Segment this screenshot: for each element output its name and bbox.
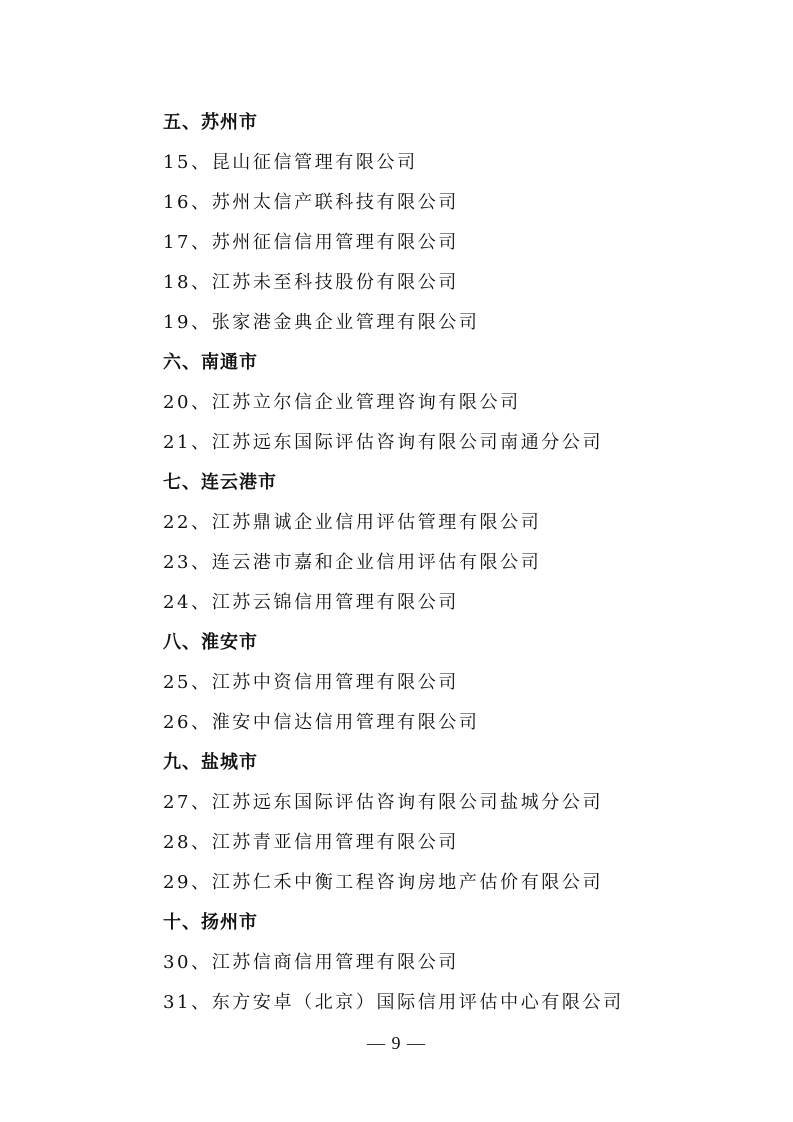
list-item: 16、苏州太信产联科技有限公司 (163, 192, 459, 213)
list-item: 30、江苏信商信用管理有限公司 (163, 952, 459, 973)
list-item: 23、连云港市嘉和企业信用评估有限公司 (163, 552, 542, 573)
list-item: 24、江苏云锦信用管理有限公司 (163, 592, 459, 613)
list-item: 22、江苏鼎诚企业信用评估管理有限公司 (163, 512, 542, 533)
list-item: 28、江苏青亚信用管理有限公司 (163, 832, 459, 853)
region-heading-nantong: 六、南通市 (163, 352, 258, 373)
list-item: 26、淮安中信达信用管理有限公司 (163, 712, 480, 733)
list-item: 18、江苏未至科技股份有限公司 (163, 272, 459, 293)
list-item: 27、江苏远东国际评估咨询有限公司盐城分公司 (163, 792, 604, 813)
region-heading-yangzhou: 十、扬州市 (163, 912, 258, 933)
region-heading-lianyungang: 七、连云港市 (163, 472, 277, 493)
list-item: 31、东方安卓（北京）国际信用评估中心有限公司 (163, 992, 624, 1013)
list-item: 19、张家港金典企业管理有限公司 (163, 312, 480, 333)
region-heading-huaian: 八、淮安市 (163, 632, 258, 653)
list-item: 21、江苏远东国际评估咨询有限公司南通分公司 (163, 432, 604, 453)
region-heading-suzhou: 五、苏州市 (163, 112, 258, 133)
list-item: 20、江苏立尔信企业管理咨询有限公司 (163, 392, 521, 413)
list-item: 29、江苏仁禾中衡工程咨询房地产估价有限公司 (163, 872, 604, 893)
page-number: — 9 — (367, 1033, 426, 1053)
company-list (163, 103, 763, 1023)
list-item: 17、苏州征信信用管理有限公司 (163, 232, 459, 253)
list-item: 15、昆山征信管理有限公司 (163, 152, 418, 173)
list-item: 25、江苏中资信用管理有限公司 (163, 672, 459, 693)
region-heading-yancheng: 九、盐城市 (163, 752, 258, 773)
